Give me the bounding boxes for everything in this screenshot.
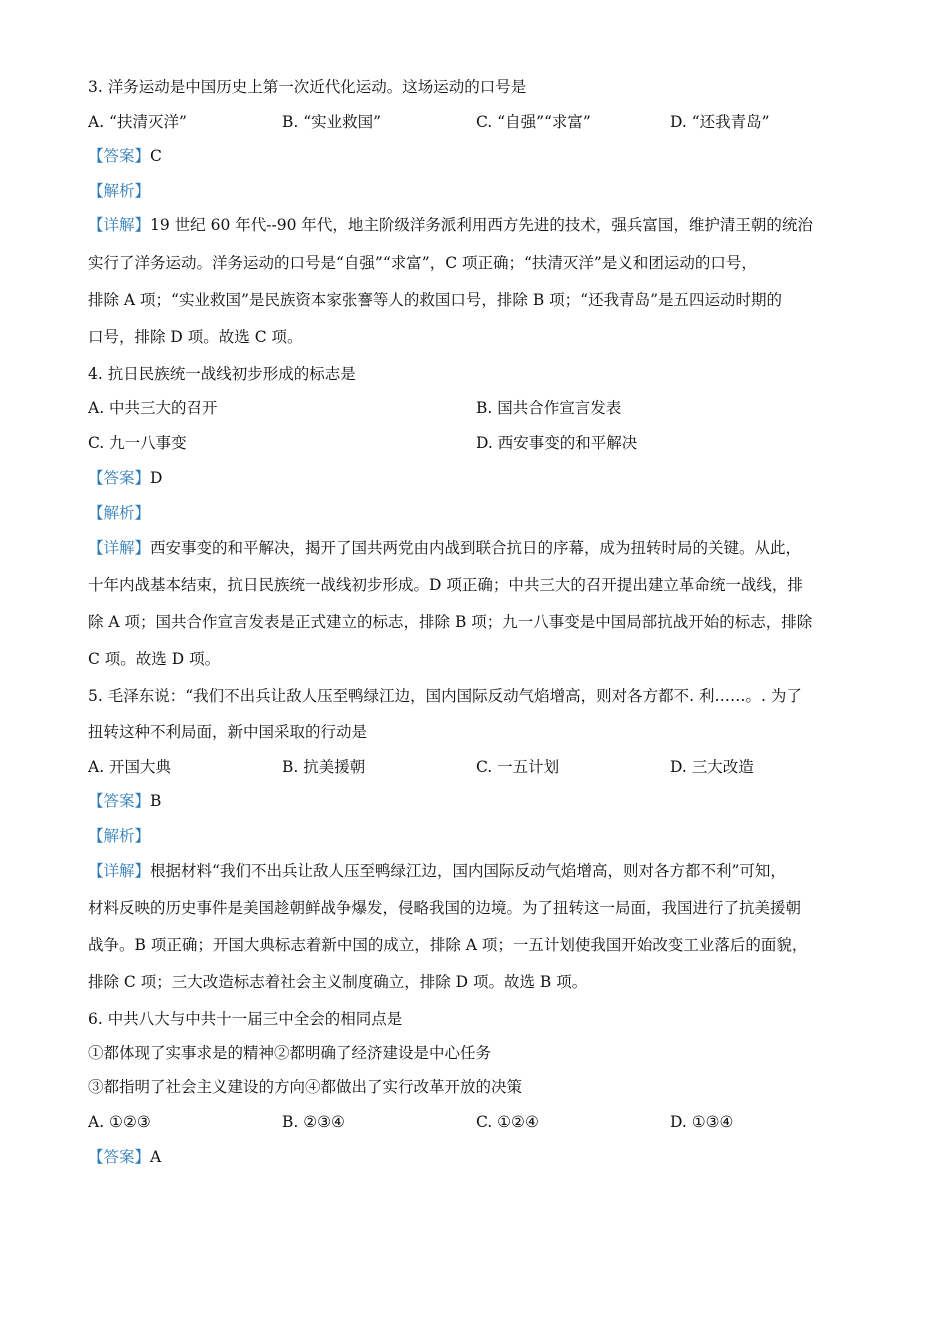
q3-stem: 3. 洋务运动是中国历史上第一次近代化运动。这场运动的口号是 xyxy=(88,78,527,96)
q3-option-c: C. “自强”“求富” xyxy=(476,113,591,131)
answer-tag: 【答案】 xyxy=(88,147,151,165)
answer-tag: 【答案】 xyxy=(88,469,151,487)
answer-value: A xyxy=(150,1148,162,1166)
q3-option-d: D. “还我青岛” xyxy=(670,113,770,131)
q6-options xyxy=(88,1112,864,1134)
q5-analysis-tag: 【解析】 xyxy=(88,827,151,845)
q3-detail-line-2: 实行了洋务运动。洋务运动的口号是“自强”“求富”，C 项正确；“扶清灭洋”是义和团运动的口号， xyxy=(88,254,757,272)
answer-value: C xyxy=(150,147,162,165)
q6-option-c: C. ①②④ xyxy=(476,1113,539,1131)
q4-detail-line-3: 除 A 项；国共合作宣言发表是正式建立的标志，排除 B 项；九一八事变是中国局部抗战开始的标志，排除 xyxy=(88,613,813,631)
q6-stem: 6. 中共八大与中共十一届三中全会的相同点是 xyxy=(88,1010,403,1028)
detail-tag: 【详解】 xyxy=(88,216,151,234)
q4-options-row-2 xyxy=(88,433,864,455)
q4-option-d: D. 西安事变的和平解决 xyxy=(476,434,638,452)
q6-answer xyxy=(88,1147,864,1169)
q4-option-b: B. 国共合作宣言发表 xyxy=(476,399,622,417)
q3-answer xyxy=(88,146,864,168)
answer-value: D xyxy=(150,469,163,487)
q4-detail-line-4: C 项。故选 D 项。 xyxy=(88,650,221,668)
q3-options xyxy=(88,112,864,134)
q5-answer xyxy=(88,791,864,813)
q5-option-a: A. 开国大典 xyxy=(88,758,172,776)
q3-detail-line-3: 排除 A 项；“实业救国”是民族资本家张謇等人的救国口号，排除 B 项；“还我青岛”是五四运动时期的 xyxy=(88,291,782,309)
q6-statements-line-1: ①都体现了实事求是的精神②都明确了经济建设是中心任务 xyxy=(88,1044,492,1062)
q5-options xyxy=(88,757,864,779)
q3-detail-line-1: 【详解】19 世纪 60 年代--90 年代，地主阶级洋务派利用西方先进的技术，强兵富国，维护清王朝的统治 xyxy=(88,216,813,234)
q5-detail-line-4: 排除 C 项；三大改造标志着社会主义制度确立，排除 D 项。故选 B 项。 xyxy=(88,973,588,991)
answer-value: B xyxy=(150,792,162,810)
q3-detail-line-4: 口号，排除 D 项。故选 C 项。 xyxy=(88,328,303,346)
q4-analysis-tag: 【解析】 xyxy=(88,504,151,522)
q4-options-row-1 xyxy=(88,398,864,420)
q6-option-b: B. ②③④ xyxy=(282,1113,345,1131)
q5-stem-line-1: 5. 毛泽东说：“我们不出兵让敌人压至鸭绿江边，国内国际反动气焰增高，则对各方都不. 利……。. 为了 xyxy=(88,687,802,705)
q5-option-b: B. 抗美援朝 xyxy=(282,758,366,776)
detail-tag: 【详解】 xyxy=(88,862,151,880)
answer-tag: 【答案】 xyxy=(88,1148,151,1166)
q5-option-d: D. 三大改造 xyxy=(670,758,754,776)
q3-analysis-tag: 【解析】 xyxy=(88,182,151,200)
q3-option-b: B. “实业救国” xyxy=(282,113,382,131)
q6-option-d: D. ①③④ xyxy=(670,1113,734,1131)
q6-option-a: A. ①②③ xyxy=(88,1113,151,1131)
q5-option-c: C. 一五计划 xyxy=(476,758,560,776)
q6-statements-line-2: ③都指明了社会主义建设的方向④都做出了实行改革开放的决策 xyxy=(88,1078,523,1096)
q4-detail-line-2: 十年内战基本结束，抗日民族统一战线初步形成。D 项正确；中共三大的召开提出建立革命统一战线，排 xyxy=(88,576,803,594)
q4-option-c: C. 九一八事变 xyxy=(88,434,187,452)
q5-detail-line-1: 【详解】根据材料“我们不出兵让敌人压至鸭绿江边，国内国际反动气焰增高，则对各方都不利”可知， xyxy=(88,862,786,880)
q4-option-a: A. 中共三大的召开 xyxy=(88,399,218,417)
q5-detail-line-3: 战争。B 项正确；开国大典标志着新中国的成立，排除 A 项；一五计划使我国开始改变工业落后的面貌， xyxy=(88,936,808,954)
q4-detail-line-1: 【详解】西安事变的和平解决，揭开了国共两党由内战到联合抗日的序幕，成为扭转时局的关键。从此， xyxy=(88,539,802,557)
q5-stem-line-2: 扭转这种不利局面，新中国采取的行动是 xyxy=(88,723,368,741)
q4-stem: 4. 抗日民族统一战线初步形成的标志是 xyxy=(88,365,356,383)
answer-tag: 【答案】 xyxy=(88,792,151,810)
q4-answer xyxy=(88,468,864,490)
q5-detail-line-2: 材料反映的历史事件是美国趁朝鲜战争爆发，侵略我国的边境。为了扭转这一局面，我国进行了抗美援朝 xyxy=(88,899,802,917)
q3-option-a: A. “扶清灭洋” xyxy=(88,113,187,131)
detail-tag: 【详解】 xyxy=(88,539,151,557)
